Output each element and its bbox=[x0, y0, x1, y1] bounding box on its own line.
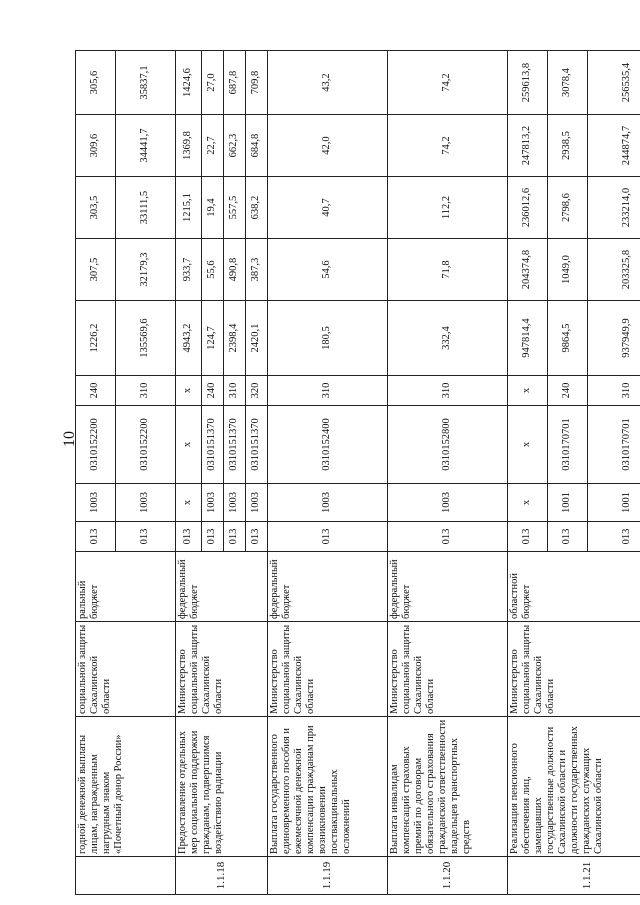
target-article-code: 0310170701 bbox=[588, 406, 640, 484]
year3-value: 244874,7 bbox=[588, 115, 640, 177]
total-value: 135569,6 bbox=[116, 301, 176, 376]
table-row bbox=[388, 51, 508, 895]
grbs-code: 013 bbox=[202, 522, 224, 552]
year2-value: 236012,6 bbox=[508, 177, 548, 239]
year4-value: 27,0 bbox=[202, 51, 224, 115]
target-article-code: 0310170701 bbox=[548, 406, 588, 484]
executor: Министерство социальной защиты Сахалинской области bbox=[268, 622, 388, 717]
year1-value: 307,5 bbox=[76, 239, 116, 301]
executor: Министерство социальной защиты Сахалинской области bbox=[176, 622, 268, 717]
year3-value: 1369,8 bbox=[176, 115, 202, 177]
year3-value: 662,3 bbox=[224, 115, 246, 177]
total-value: 1226,2 bbox=[76, 301, 116, 376]
budget-table bbox=[75, 50, 640, 895]
target-article-code: 0310151370 bbox=[202, 406, 224, 484]
year3-value: 34441,7 bbox=[116, 115, 176, 177]
year2-value: 19,4 bbox=[202, 177, 224, 239]
funding-source: ральный бюджет bbox=[76, 552, 176, 622]
year2-value: 40,7 bbox=[268, 177, 388, 239]
total-value: 180,5 bbox=[268, 301, 388, 376]
year1-value: 387,3 bbox=[246, 239, 268, 301]
section-code: 1003 bbox=[116, 484, 176, 522]
section-code: 1003 bbox=[202, 484, 224, 522]
target-article-code: 0310152200 bbox=[76, 406, 116, 484]
year3-value: 22,7 bbox=[202, 115, 224, 177]
row-number bbox=[76, 857, 176, 895]
year3-value: 684,8 bbox=[246, 115, 268, 177]
year2-value: 1215,1 bbox=[176, 177, 202, 239]
measure-description: Выплата государственного единовременного пособия и ежемесячной денежной компенсации гражданам при возникновении поствакцинальных осложнений bbox=[268, 717, 388, 857]
year1-value: 54,6 bbox=[268, 239, 388, 301]
measure-description: годной денежной выплаты лицам, награжденным нагрудным знаком «Почетный донор России» bbox=[76, 717, 176, 857]
grbs-code: 013 bbox=[246, 522, 268, 552]
year1-value: 203325,8 bbox=[588, 239, 640, 301]
year2-value: 303,5 bbox=[76, 177, 116, 239]
expense-type-code: 310 bbox=[588, 376, 640, 406]
year4-value: 43,2 bbox=[268, 51, 388, 115]
funding-source: федеральный бюджет bbox=[268, 552, 388, 622]
target-article-code: 0310152800 bbox=[388, 406, 508, 484]
year2-value: 2798,6 bbox=[548, 177, 588, 239]
year1-value: 55,6 bbox=[202, 239, 224, 301]
expense-type-code: x bbox=[176, 376, 202, 406]
grbs-code: 013 bbox=[388, 522, 508, 552]
year2-value: 112,2 bbox=[388, 177, 508, 239]
grbs-code: 013 bbox=[76, 522, 116, 552]
funding-source: федеральный бюджет bbox=[176, 552, 268, 622]
measure-description: Предоставление отдельных мер социальной поддержки гражданам, подвергшимся воздействию радиации bbox=[176, 717, 268, 857]
expense-type-code: 240 bbox=[202, 376, 224, 406]
row-number: 1.1.21 bbox=[508, 857, 640, 895]
year1-value: 933,7 bbox=[176, 239, 202, 301]
target-article-code: x bbox=[508, 406, 548, 484]
year2-value: 557,5 bbox=[224, 177, 246, 239]
year1-value: 32179,3 bbox=[116, 239, 176, 301]
target-article-code: 0310151370 bbox=[224, 406, 246, 484]
grbs-code: 013 bbox=[224, 522, 246, 552]
grbs-code: 013 bbox=[508, 522, 548, 552]
year4-value: 74,2 bbox=[388, 51, 508, 115]
year4-value: 305,6 bbox=[76, 51, 116, 115]
funding-source: федеральный бюджет bbox=[388, 552, 508, 622]
total-value: 332,4 bbox=[388, 301, 508, 376]
page-number: 10 bbox=[61, 431, 78, 447]
row-number: 1.1.18 bbox=[176, 857, 268, 895]
budget-table-sheet bbox=[75, 62, 633, 895]
row-number: 1.1.20 bbox=[388, 857, 508, 895]
executor: Министерство социальной защиты Сахалинской области bbox=[388, 622, 508, 717]
total-value: 2420,1 bbox=[246, 301, 268, 376]
total-value: 124,7 bbox=[202, 301, 224, 376]
expense-type-code: 310 bbox=[388, 376, 508, 406]
table-row bbox=[76, 51, 116, 895]
expense-type-code: 310 bbox=[116, 376, 176, 406]
year4-value: 3078,4 bbox=[548, 51, 588, 115]
total-value: 9864,5 bbox=[548, 301, 588, 376]
section-code: 1001 bbox=[548, 484, 588, 522]
total-value: 2398,4 bbox=[224, 301, 246, 376]
section-code: 1003 bbox=[388, 484, 508, 522]
grbs-code: 013 bbox=[588, 522, 640, 552]
executor: социальной защиты Сахалинской области bbox=[76, 622, 176, 717]
section-code: x bbox=[176, 484, 202, 522]
expense-type-code: x bbox=[508, 376, 548, 406]
section-code: 1003 bbox=[246, 484, 268, 522]
table-row bbox=[508, 51, 548, 895]
expense-type-code: 320 bbox=[246, 376, 268, 406]
table-row bbox=[176, 51, 202, 895]
expense-type-code: 240 bbox=[548, 376, 588, 406]
year1-value: 204374,8 bbox=[508, 239, 548, 301]
section-code: 1003 bbox=[268, 484, 388, 522]
year4-value: 256535,4 bbox=[588, 51, 640, 115]
total-value: 937949,9 bbox=[588, 301, 640, 376]
section-code: x bbox=[508, 484, 548, 522]
table-row bbox=[268, 51, 388, 895]
year1-value: 490,8 bbox=[224, 239, 246, 301]
row-number: 1.1.19 bbox=[268, 857, 388, 895]
target-article-code: 0310151370 bbox=[246, 406, 268, 484]
section-code: 1003 bbox=[224, 484, 246, 522]
year2-value: 233214,0 bbox=[588, 177, 640, 239]
year1-value: 1049,0 bbox=[548, 239, 588, 301]
grbs-code: 013 bbox=[176, 522, 202, 552]
expense-type-code: 310 bbox=[224, 376, 246, 406]
year3-value: 247813,2 bbox=[508, 115, 548, 177]
total-value: 4943,2 bbox=[176, 301, 202, 376]
total-value: 947814,4 bbox=[508, 301, 548, 376]
year2-value: 638,2 bbox=[246, 177, 268, 239]
year3-value: 42,0 bbox=[268, 115, 388, 177]
section-code: 1003 bbox=[76, 484, 116, 522]
year3-value: 74,2 bbox=[388, 115, 508, 177]
funding-source: областной бюджет bbox=[508, 552, 640, 622]
year4-value: 35837,1 bbox=[116, 51, 176, 115]
year4-value: 259613,8 bbox=[508, 51, 548, 115]
expense-type-code: 310 bbox=[268, 376, 388, 406]
year4-value: 709,8 bbox=[246, 51, 268, 115]
year4-value: 687,8 bbox=[224, 51, 246, 115]
year4-value: 1424,6 bbox=[176, 51, 202, 115]
executor: Министерство социальной защиты Сахалинской области bbox=[508, 622, 640, 717]
year1-value: 71,8 bbox=[388, 239, 508, 301]
grbs-code: 013 bbox=[116, 522, 176, 552]
measure-description: Реализация пенсионного обеспечения лиц, замещавших государственные должности Сахалинской области и должности государственных гражданских служащих Сахалинской области bbox=[508, 717, 640, 857]
target-article-code: x bbox=[176, 406, 202, 484]
year3-value: 2938,5 bbox=[548, 115, 588, 177]
year3-value: 309,6 bbox=[76, 115, 116, 177]
target-article-code: 0310152200 bbox=[116, 406, 176, 484]
section-code: 1001 bbox=[588, 484, 640, 522]
measure-description: Выплата инвалидам компенсаций страховых премий по договорам обязательного страхования гражданской ответственности владельцев транспортных средств bbox=[388, 717, 508, 857]
target-article-code: 0310152400 bbox=[268, 406, 388, 484]
grbs-code: 013 bbox=[548, 522, 588, 552]
expense-type-code: 240 bbox=[76, 376, 116, 406]
grbs-code: 013 bbox=[268, 522, 388, 552]
year2-value: 33111,5 bbox=[116, 177, 176, 239]
